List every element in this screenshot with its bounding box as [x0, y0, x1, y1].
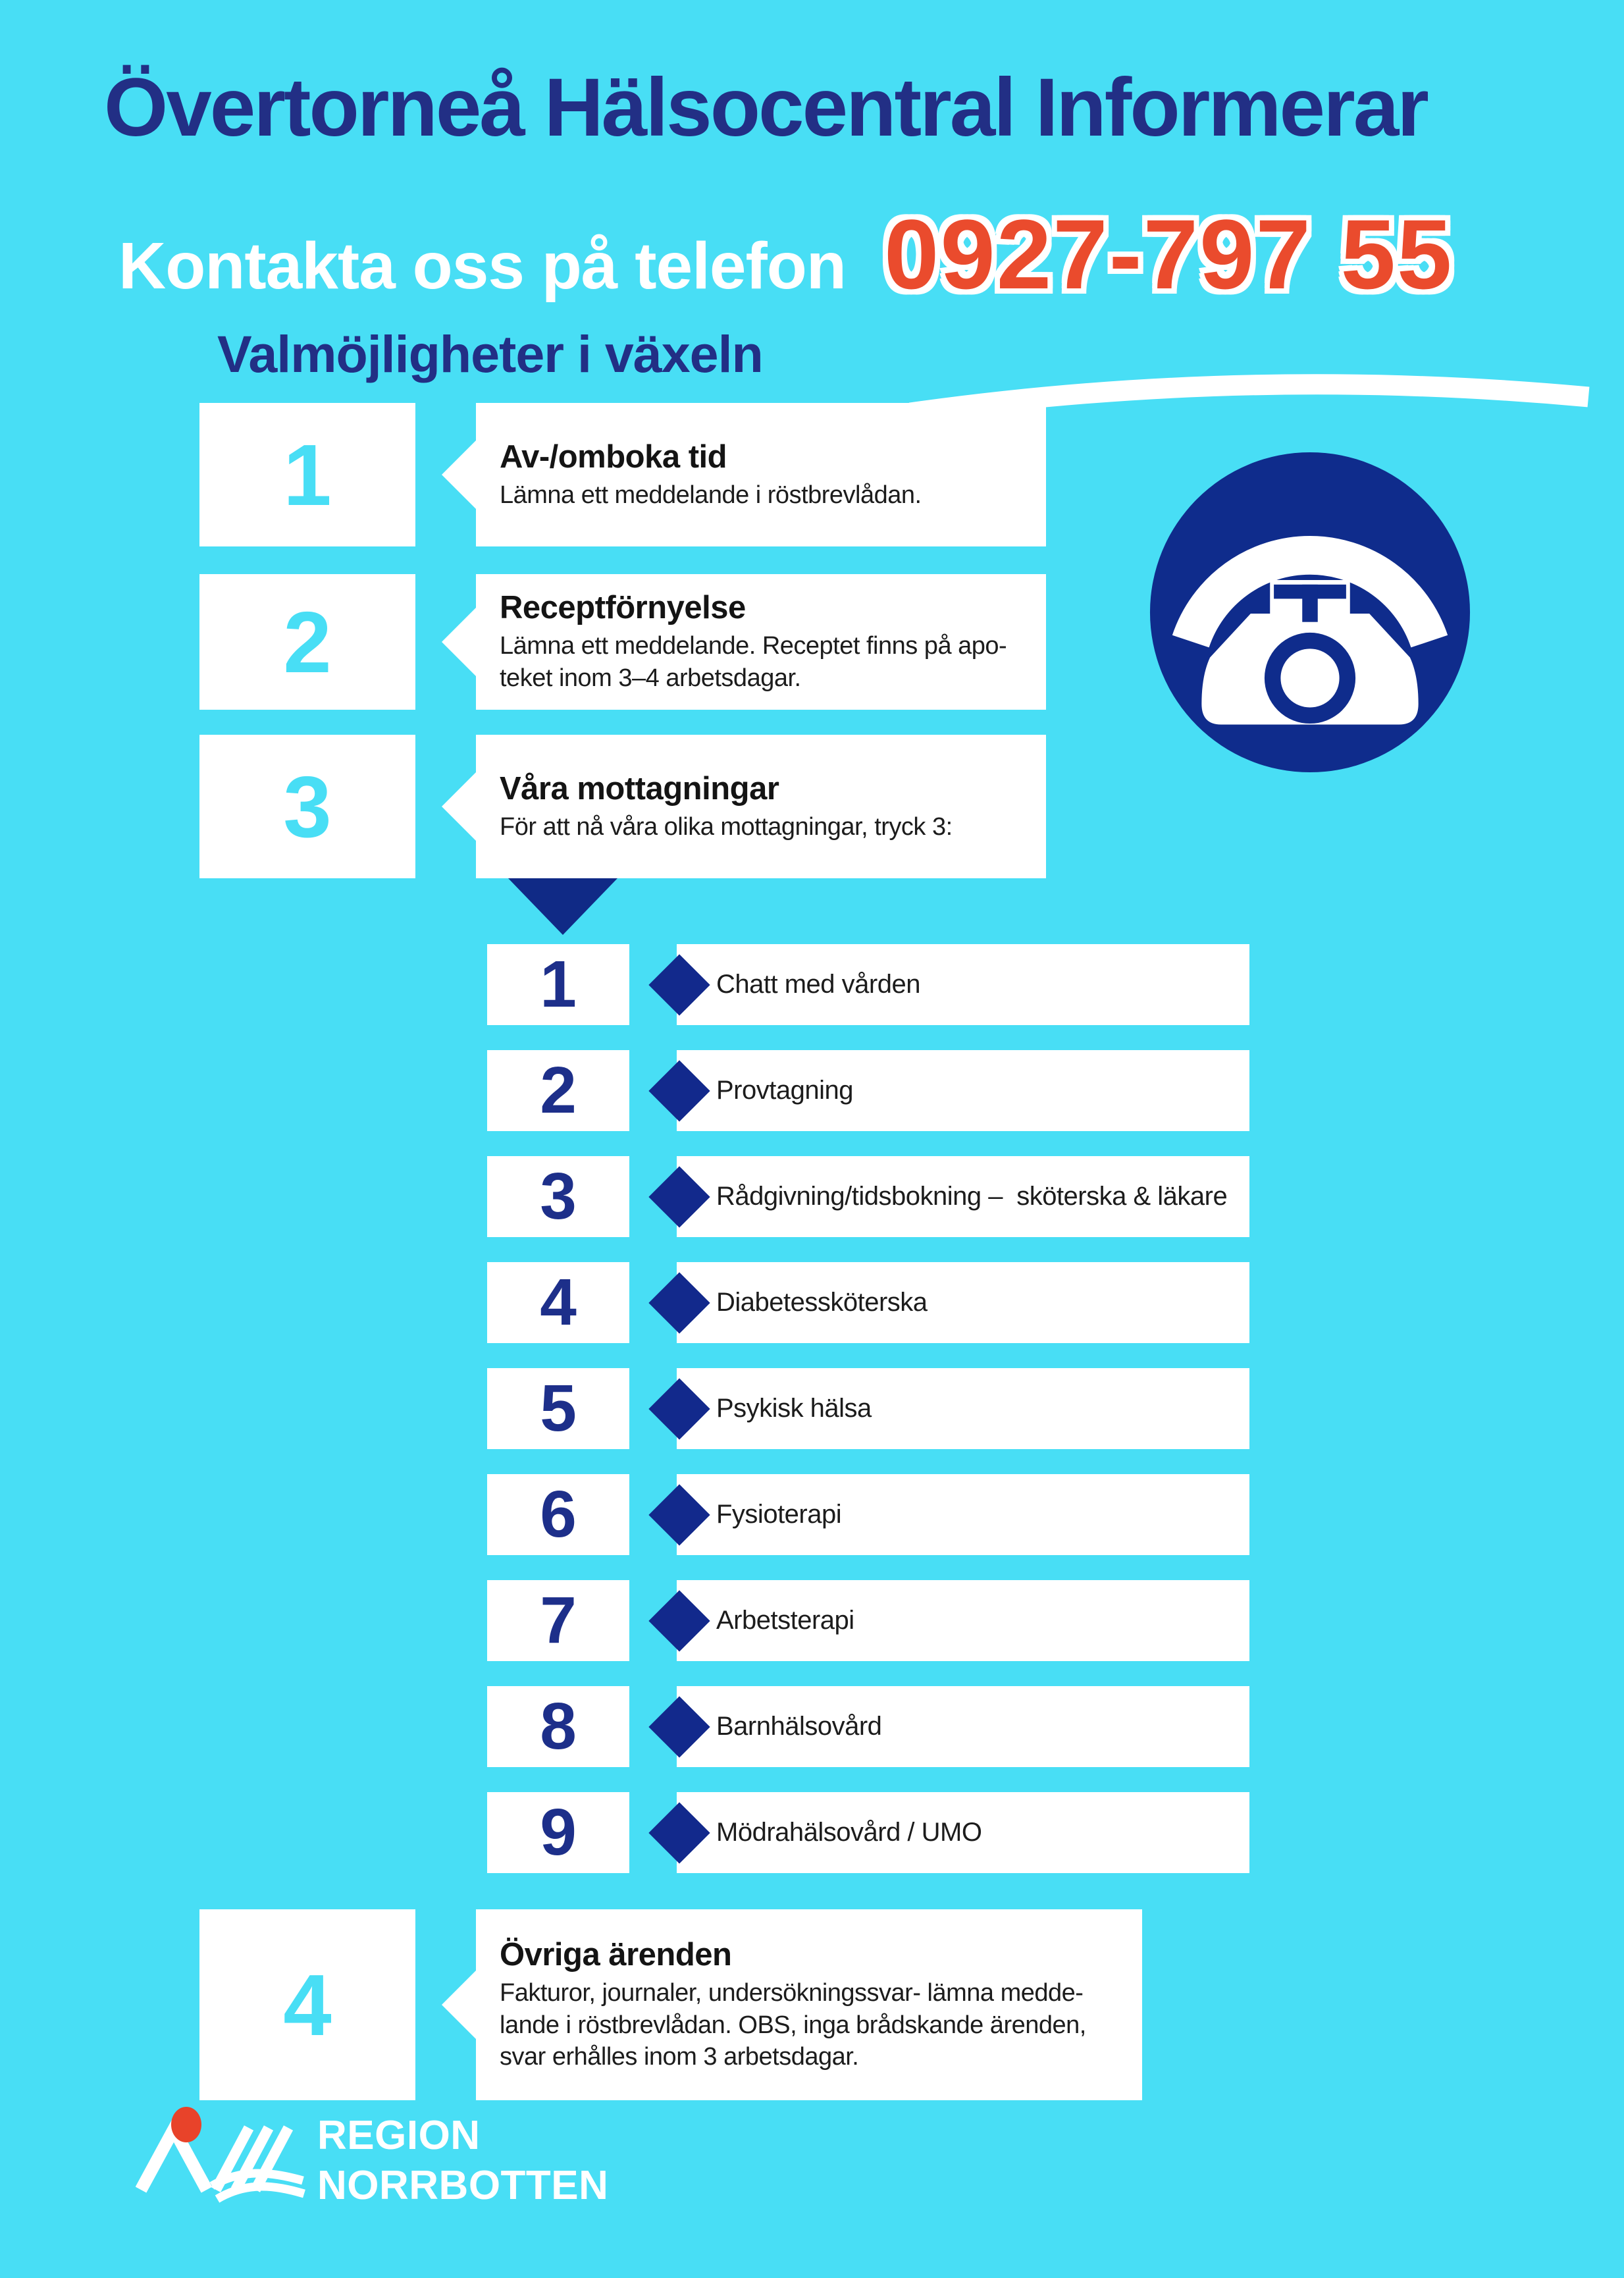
left-diamond-icon	[648, 1696, 710, 1757]
menu-heading: Valmöjligheter i växeln	[217, 325, 763, 383]
down-arrow-icon	[508, 878, 617, 935]
sub-option-number-box	[487, 1368, 629, 1449]
sub-option-number: 5	[540, 1371, 577, 1445]
sub-option-number: 7	[540, 1583, 577, 1657]
sub-option-number: 3	[540, 1159, 577, 1233]
sub-option-label: Provtagning	[716, 1076, 853, 1105]
option-number-box	[199, 403, 415, 546]
sub-option-number: 6	[540, 1477, 577, 1551]
phone-number: 0927-797 55	[883, 199, 1454, 309]
left-diamond-icon	[648, 954, 710, 1015]
option-number: 1	[283, 426, 332, 523]
option-description: Fakturor, journaler, undersökningssvar- lämna medde- lande i röstbrevlådan. OBS, inga brådskande ärenden, svar erhålles inom 3 arbetsdagar.	[500, 1979, 1086, 2071]
sub-option-text-box	[677, 1156, 1249, 1237]
sub-option-number-box	[487, 1792, 629, 1873]
sub-option-number-box	[487, 1580, 629, 1661]
option-title: Av-/omboka tid	[500, 438, 727, 475]
option-text-box	[476, 1909, 1142, 2100]
sub-option-label: Diabetessköterska	[716, 1288, 928, 1317]
sub-option-text-box	[677, 1474, 1249, 1555]
sub-option-label: Arbetsterapi	[716, 1606, 854, 1635]
left-diamond-icon	[648, 1272, 710, 1333]
sub-option-text-box	[677, 944, 1249, 1025]
sub-option-number: 9	[540, 1795, 577, 1869]
option-number: 2	[283, 593, 332, 691]
option-title: Receptförnyelse	[500, 590, 746, 626]
option-number: 3	[283, 758, 332, 855]
sub-option-label: Fysioterapi	[716, 1500, 842, 1529]
option-title: Övriga ärenden	[500, 1937, 732, 1973]
region-norrbotten-logo-text	[317, 2111, 608, 2210]
sub-option-label: Chatt med vården	[716, 970, 920, 999]
left-diamond-icon	[648, 1590, 710, 1651]
option-text-box	[476, 574, 1046, 710]
option-description: Lämna ett meddelande i röstbrevlådan.	[500, 481, 922, 509]
sub-option-text-box	[677, 1368, 1249, 1449]
logo-text-line1: REGION	[317, 2113, 481, 2158]
contact-line	[118, 198, 1453, 311]
logo-text-line2: NORRBOTTEN	[317, 2162, 609, 2208]
sub-option-number-box	[487, 1050, 629, 1131]
option-number-box	[199, 574, 415, 710]
sub-option-number: 4	[540, 1265, 577, 1339]
sub-option-number: 8	[540, 1689, 577, 1763]
option-description: Lämna ett meddelande. Receptet finns på apo- teket inom 3–4 arbetsdagar.	[500, 632, 1007, 692]
option-text-box	[476, 735, 1046, 878]
contact-label: Kontakta oss på telefon	[118, 229, 846, 303]
option-text-box	[476, 403, 1046, 546]
sub-option-text-box	[677, 1792, 1249, 1873]
left-notch-icon	[442, 608, 476, 676]
phone-icon	[1149, 451, 1471, 774]
page-title: Övertorneå Hälsocentral Informerar	[104, 62, 1427, 153]
sub-option-label: Barnhälsovård	[716, 1712, 882, 1741]
sub-option-text-box	[677, 1580, 1249, 1661]
sub-option-label: Psykisk hälsa	[716, 1394, 872, 1423]
sub-option-number-box	[487, 1262, 629, 1343]
left-diamond-icon	[648, 1484, 710, 1545]
option-description: För att nå våra olika mottagningar, tryck 3:	[500, 812, 953, 841]
left-diamond-icon	[648, 1166, 710, 1227]
option-number-box	[199, 735, 415, 878]
left-notch-icon	[442, 1971, 476, 2039]
sub-option-number: 2	[540, 1053, 577, 1127]
left-diamond-icon	[648, 1060, 710, 1121]
sub-option-text-box	[677, 1262, 1249, 1343]
option-number-box	[199, 1909, 415, 2100]
left-notch-icon	[442, 440, 476, 509]
sub-option-text-box	[677, 1686, 1249, 1767]
sub-option-label: Mödrahälsovård / UMO	[716, 1818, 982, 1847]
sub-option-number: 1	[540, 947, 577, 1021]
option-title: Våra mottagningar	[500, 770, 779, 807]
sub-option-number-box	[487, 1156, 629, 1237]
region-norrbotten-logo-icon	[136, 2107, 307, 2203]
sub-option-number-box	[487, 1474, 629, 1555]
sub-option-number-box	[487, 1686, 629, 1767]
left-diamond-icon	[648, 1802, 710, 1863]
option-number: 4	[283, 1956, 332, 2053]
left-diamond-icon	[648, 1378, 710, 1439]
sub-option-number-box	[487, 944, 629, 1025]
left-notch-icon	[442, 772, 476, 841]
sub-option-text-box	[677, 1050, 1249, 1131]
sub-option-label: Rådgivning/tidsbokning – sköterska & läkare	[716, 1182, 1228, 1211]
